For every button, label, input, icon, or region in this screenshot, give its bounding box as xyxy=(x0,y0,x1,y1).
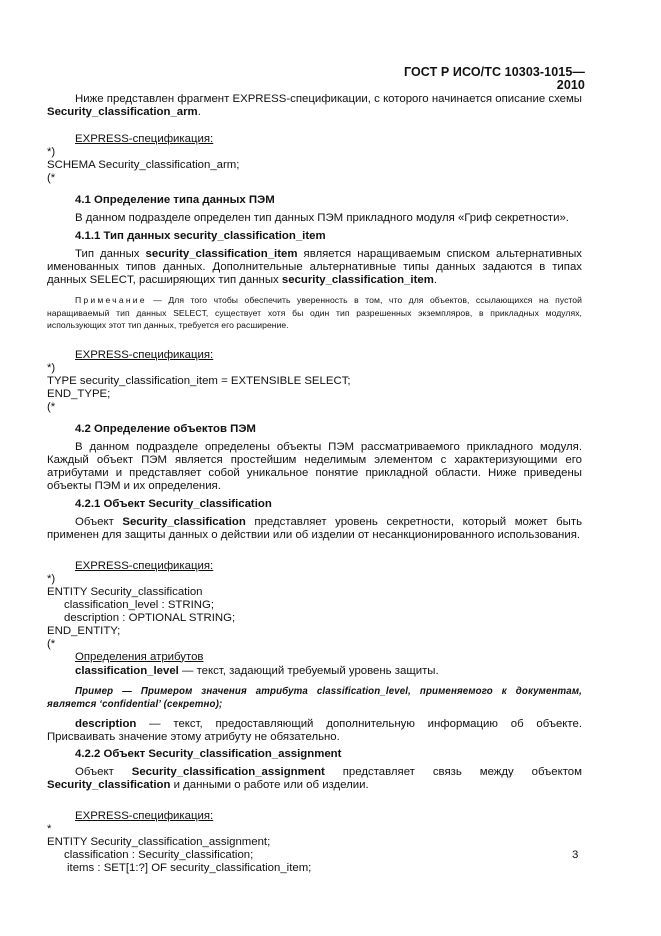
page-content xyxy=(47,93,582,875)
intro-text: Ниже представлен фрагмент EXPRESS-спецификации, с которого начинается описание схемы xyxy=(75,93,582,105)
note-paragraph xyxy=(47,294,582,332)
code-line: (* xyxy=(47,400,56,413)
code-block-3 xyxy=(47,573,582,651)
code-line: (* xyxy=(47,172,56,184)
section-4-2-2-heading: 4.2.2 Объект Security_classification_assignment xyxy=(75,747,342,760)
code-block-2 xyxy=(47,362,582,414)
code-line: * xyxy=(47,822,52,835)
section-4-1-1-heading: 4.1.1 Тип данных security_classification_item xyxy=(75,230,326,242)
section-4-2-1-heading: 4.2.1 Объект Security_classification xyxy=(75,497,272,510)
code-line: classification : Security_classification; xyxy=(64,848,254,861)
example-paragraph: Пример — Примером значения атрибута classification_level, применяемого к документам, является ‘confidential’ (секретно); xyxy=(47,685,582,710)
code-line: END_TYPE; xyxy=(47,387,111,400)
code-block-4 xyxy=(47,823,582,875)
code-block-1 xyxy=(47,146,582,185)
intro-end: . xyxy=(197,106,201,118)
schema-name: Security_classification_arm xyxy=(47,106,198,118)
intro-paragraph xyxy=(47,93,582,119)
code-line: *) xyxy=(47,146,56,158)
section-4-1-text: В данном подразделе определен тип данных ПЭМ прикладного модуля «Гриф секретности». xyxy=(75,212,569,224)
section-4-2-text: В данном подразделе определены объекты ПЭМ рассматриваемого прикладного модуля. Каждый объект ПЭМ является простейшим неделимым элементом с характеризующими его атрибутами и представляет собой уникальное понятие прикладной области. Ниже приведены объекты ПЭМ и их определения. xyxy=(47,440,582,492)
express-label-1: EXPRESS-спецификация: xyxy=(75,133,214,145)
attribute-description: description — текст, предоставляющий дополнительную информацию об объекте. Присваивать значение этому атрибуту не обязательно. xyxy=(47,717,582,743)
code-line: *) xyxy=(47,361,56,374)
section-4-2-heading: 4.2 Определение объектов ПЭМ xyxy=(75,422,256,435)
express-label-4: EXPRESS-спецификация: xyxy=(75,809,214,822)
code-line: items : SET[1:?] OF security_classification_item; xyxy=(67,861,312,874)
code-line: (* xyxy=(47,637,56,650)
note-label: Примечание xyxy=(75,295,147,305)
page-number: 3 xyxy=(572,849,579,861)
code-line: description : OPTIONAL STRING; xyxy=(64,611,236,624)
code-line: TYPE security_classification_item = EXTENSIBLE SELECT; xyxy=(47,374,351,387)
section-4-2-2-line-1: Объект Security_classification_assignment представляет связь между объектом xyxy=(75,765,582,778)
section-4-1-1-text: Тип данных security_classification_item является наращиваемым списком альтернативных именованных типов данных. Дополнительные альтернативные типы данных задаются в типах данных SELECT, расширяющих тип данных security_classification_item. xyxy=(47,248,582,286)
express-label-3: EXPRESS-спецификация: xyxy=(75,559,214,572)
section-4-2-1-text: Объект Security_classification представляет уровень секретности, который может быть применен для защиты данных о действии или об изделии от несанкционированного использования. xyxy=(47,515,582,541)
code-line: SCHEMA Security_classification_arm; xyxy=(47,159,240,171)
attribute-definitions-label: Определения атрибутов xyxy=(75,650,204,663)
section-4-2-2-line-2: Security_classification и данными о работе или об изделии. xyxy=(47,778,369,791)
code-line: *) xyxy=(47,572,56,585)
code-line: END_ENTITY; xyxy=(47,624,121,637)
code-line: ENTITY Security_classification_assignment; xyxy=(47,835,271,848)
attribute-classification-level: classification_level — текст, задающий требуемый уровень защиты. xyxy=(75,664,439,677)
code-line: classification_level : STRING; xyxy=(64,598,215,611)
note-text: — Для того чтобы обеспечить уверенность в том, что для объектов, ссылающихся на пустой наращиваемый тип данных SELECT, существует хотя бы один тип разрешенных экземпляров, в прикладных модулях, использующих этот тип данных, требуется его расширение. xyxy=(47,295,582,330)
section-4-1-heading: 4.1 Определение типа данных ПЭМ xyxy=(75,194,275,206)
code-line: ENTITY Security_classification xyxy=(47,585,203,598)
document-header: ГОСТ Р ИСО/ТС 10303-1015—2010 xyxy=(403,65,585,92)
express-label-2: EXPRESS-спецификация: xyxy=(75,348,214,361)
